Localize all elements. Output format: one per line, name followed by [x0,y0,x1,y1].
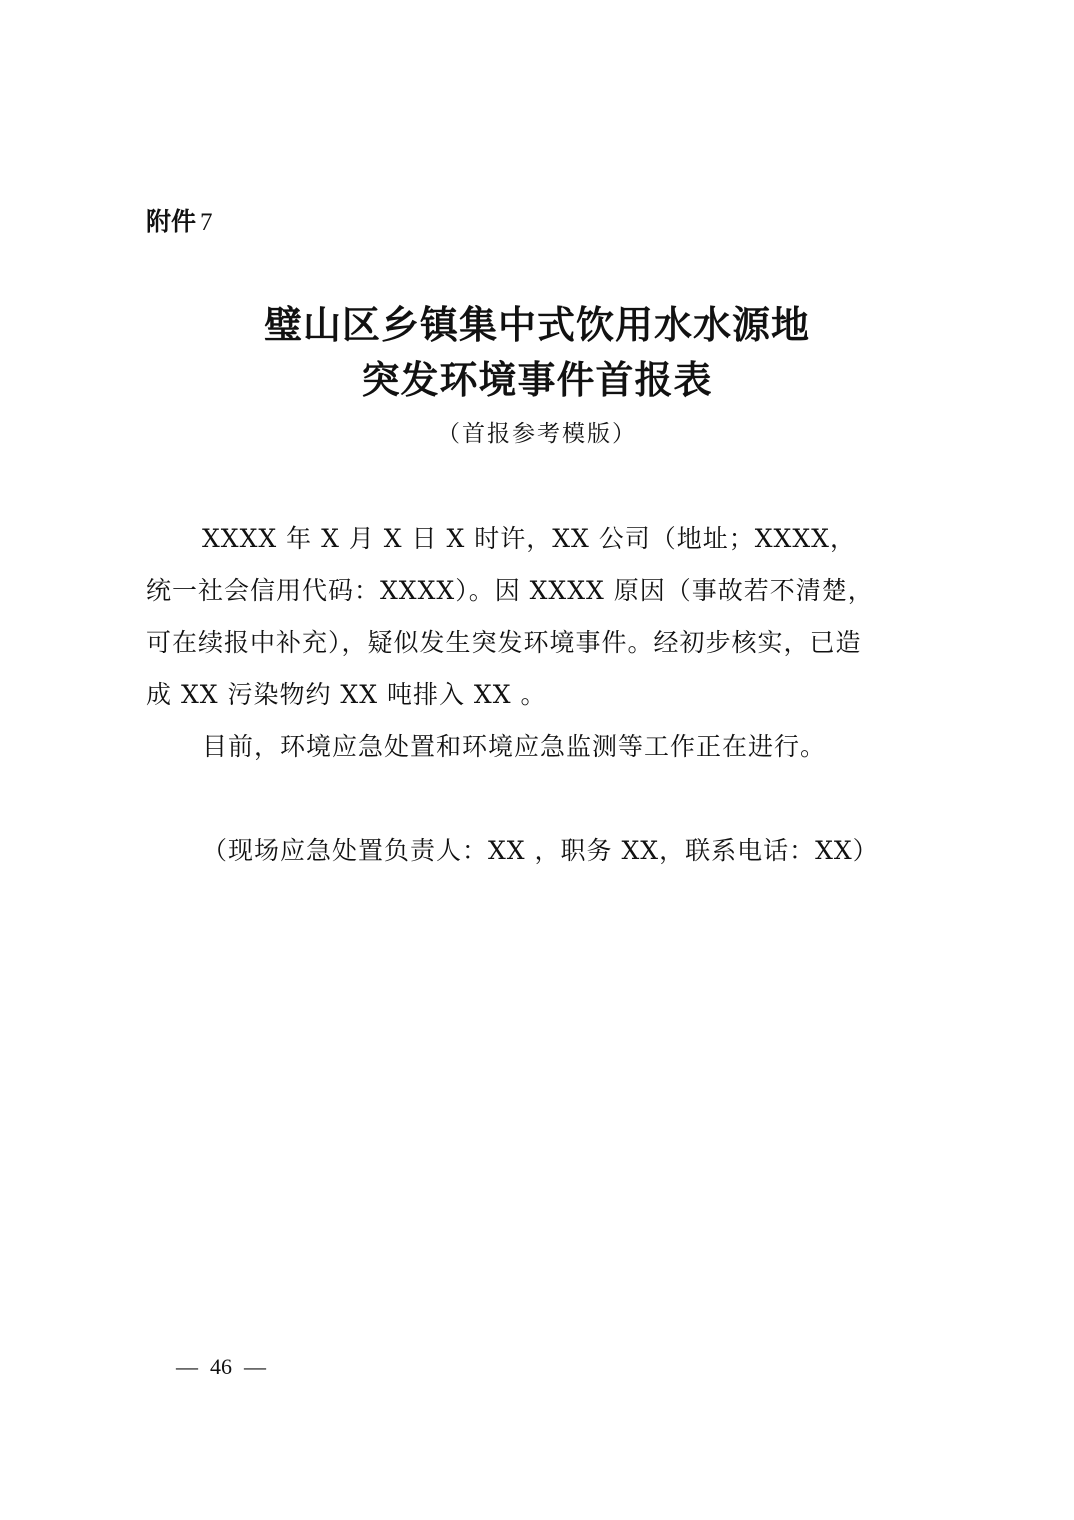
body-paragraph-1-line-2: 统一社会信用代码：XXXX）。因 XXXX 原因（事故若不清楚， [146,576,874,605]
document-subtitle: （首报参考模版） [437,421,637,447]
document-title-line-1: 璧山区乡镇集中式饮用水水源地 [263,302,810,347]
page-footer [176,1350,266,1384]
footer-dash-right: — [244,1354,266,1379]
page-number: 46 [210,1354,232,1379]
attachment-number: 7 [200,209,213,236]
body-paragraph-2: 目前，环境应急处置和环境应急监测等工作正在进行。 [202,732,827,761]
attachment-text: 附件 [146,207,197,236]
attachment-label [146,204,213,241]
body-paragraph-1-line-4: 成 XX 污染物约 XX 吨排入 XX 。 [146,680,547,709]
contact-paragraph: （现场应急处置负责人：XX ，职务 XX，联系电话：XX） [202,836,879,865]
body-paragraph-1-line-1: XXXX 年 X 月 X 日 X 时许，XX 公司（地址；XXXX， [202,524,856,553]
body-paragraph-1-line-3: 可在续报中补充），疑似发生突发环境事件。经初步核实，已造 [146,628,862,657]
footer-dash-left: — [176,1354,198,1379]
document-title-line-2: 突发环境事件首报表 [361,357,713,402]
